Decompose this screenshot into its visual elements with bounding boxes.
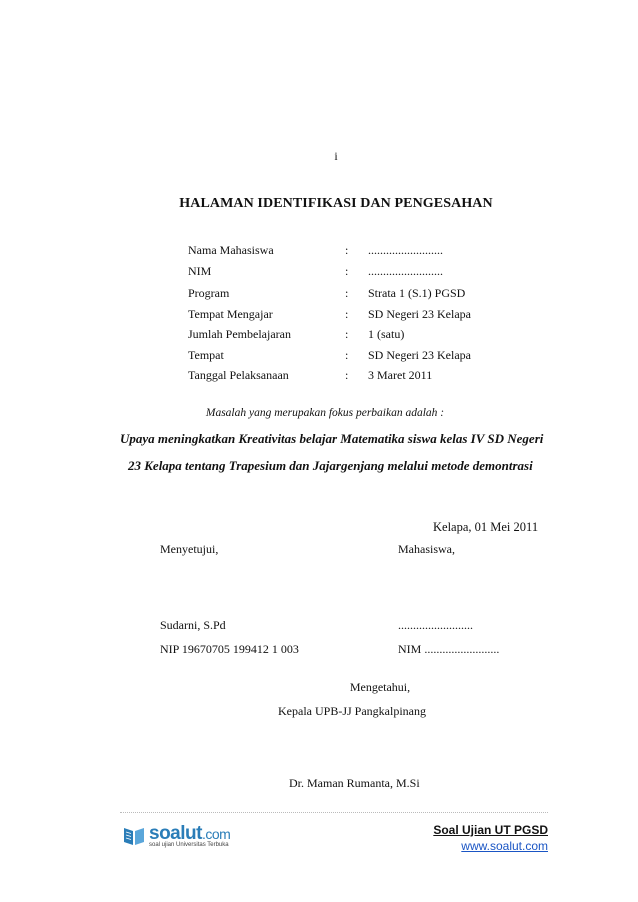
head-name: Dr. Maman Rumanta, M.Si — [289, 776, 420, 790]
identity-separator: : — [345, 243, 349, 257]
logo-name: soalut — [149, 823, 202, 844]
identity-label: Program — [188, 286, 230, 300]
approver-heading: Menyetujui, — [160, 542, 219, 556]
identity-label: NIM — [188, 264, 212, 278]
footer-brand-link[interactable]: www.soalut.com — [461, 839, 548, 853]
page-number: i — [334, 149, 338, 163]
soalut-logo — [121, 820, 271, 854]
identity-label: Nama Mahasiswa — [188, 243, 274, 257]
identity-label: Tempat — [188, 348, 224, 362]
logo-tagline: soal ujian Universitas Terbuka — [149, 842, 229, 848]
identity-value: Strata 1 (S.1) PGSD — [368, 286, 466, 300]
identity-separator: : — [345, 327, 349, 341]
identity-value: ......................... — [368, 243, 443, 257]
identity-label: Tempat Mengajar — [188, 307, 273, 321]
identity-separator: : — [345, 286, 349, 300]
approver-name: Sudarni, S.Pd — [160, 618, 226, 632]
page-title: HALAMAN IDENTIFIKASI DAN PENGESAHAN — [179, 196, 493, 211]
problem-statement-line2: 23 Kelapa tentang Trapesium dan Jajargenjang melalui metode demontrasi — [128, 458, 533, 473]
student-heading: Mahasiswa, — [398, 542, 455, 556]
problem-statement-line1: Upaya meningkatkan Kreativitas belajar Matematika siswa kelas IV SD Negeri — [120, 431, 544, 446]
identity-separator: : — [345, 368, 349, 382]
identity-value: SD Negeri 23 Kelapa — [368, 348, 471, 362]
approver-nip: NIP 19670705 199412 1 003 — [160, 642, 299, 656]
problem-intro: Masalah yang merupakan fokus perbaikan adalah : — [205, 407, 445, 419]
footer-brand-title[interactable]: Soal Ujian UT PGSD — [433, 823, 548, 837]
acknowledged-heading: Mengetahui, — [349, 680, 411, 694]
identity-label: Jumlah Pembelajaran — [188, 327, 291, 341]
identity-value: 3 Maret 2011 — [368, 368, 433, 382]
book-icon — [121, 823, 147, 849]
identity-value: 1 (satu) — [368, 327, 405, 341]
head-title: Kepala UPB-JJ Pangkalpinang — [278, 704, 426, 718]
student-name: ......................... — [398, 618, 473, 632]
footer-divider — [120, 812, 548, 813]
logo-suffix: .com — [201, 826, 231, 842]
place-date: Kelapa, 01 Mei 2011 — [433, 520, 539, 534]
identity-value: SD Negeri 23 Kelapa — [368, 307, 471, 321]
identity-separator: : — [345, 348, 349, 362]
identity-separator: : — [345, 264, 349, 278]
identity-value: ......................... — [368, 264, 443, 278]
identity-separator: : — [345, 307, 349, 321]
identity-label: Tanggal Pelaksanaan — [188, 368, 289, 382]
student-nim: NIM ......................... — [398, 642, 500, 656]
